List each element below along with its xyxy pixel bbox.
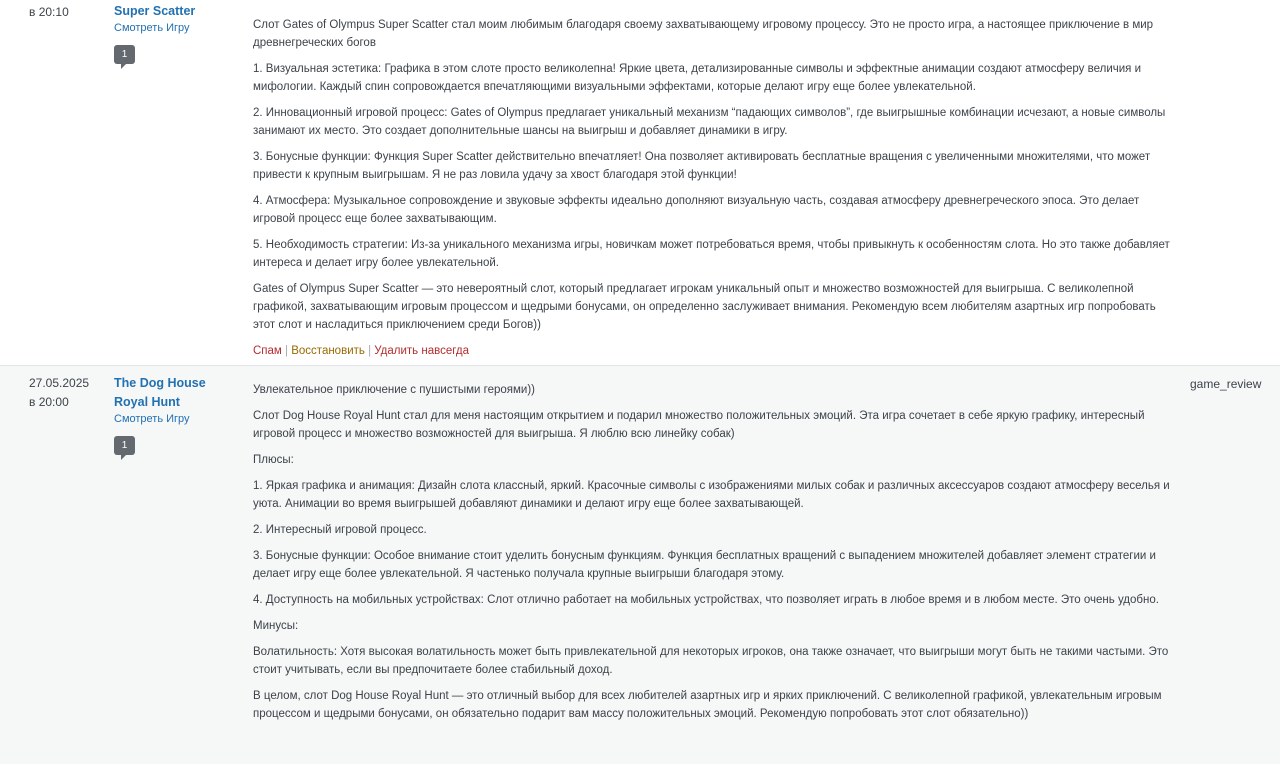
comment-paragraph: Слот Gates of Olympus Super Scatter стал моим любимым благодаря своему захватывающему игровому процессу. Это не просто игра, а настоящее приключение в мир древнегреческих богов — [253, 19, 1154, 49]
comment-paragraph: Увлекательное приключение с пушистыми героями)) — [253, 384, 535, 396]
comment-count-bubble[interactable]: 1 — [114, 436, 135, 455]
comment-paragraph: 1. Яркая графика и анимация: Дизайн слота классный, яркий. Красочные символы с изображениями милых собак и различных аксессуаров создают атмосферу веселья и уюта. Анимации во время выигрышей добавляют динамики и делают игру еще более захватывающей. — [253, 480, 1170, 510]
comment-paragraph: 4. Атмосфера: Музыкальное сопровождение и звуковые эффекты идеально дополняют визуальную часть, создавая атмосферу древнегреческого эпоса. Это делает игровой процесс еще более захватывающим. — [253, 195, 1140, 225]
comment-time: в 20:00 — [29, 395, 69, 409]
comment-paragraph: Слот Dog House Royal Hunt стал для меня настоящим открытием и подарил множество положительных эмоций. Эта игра сочетает в себе яркую графику, интересный игровой процесс и множество возможностей для выигрыша. Я люблю всю линейку собак) — [253, 410, 1145, 440]
comment-paragraph: Gates of Olympus Super Scatter — это невероятный слот, который предлагает игрокам уникальный опыт и множество возможностей для выигрыша. С великолепной графикой, захватывающим игровым процессом и щедрыми бонусами, он определенно заслуживает внимания. Рекомендую всем любителям азартных игр попробовать этот слот и насладиться приключением среди Богов)) — [253, 283, 1156, 331]
comment-paragraph: 5. Необходимость стратегии: Из-за уникального механизма игры, новичкам может потребоваться время, чтобы привыкнуть к особенностям слота. Но это также добавляет интереса и делает игру более увлекательной. — [253, 239, 1170, 269]
game-column — [114, 374, 242, 455]
comment-paragraph: 1. Визуальная эстетика: Графика в этом слоте просто великолепна! Яркие цвета, детализированные символы и эффектные анимации создают атмосферу величия и мифологии. Каждый спин сопровождается впечатляющими визуальными эффектами, которые делают игру еще более увлекательной. — [253, 63, 1141, 93]
game-title-link[interactable]: The Dog House Royal Hunt — [114, 376, 206, 409]
restore-link[interactable]: Восстановить — [291, 345, 365, 357]
comment-row — [0, 366, 1280, 764]
game-title-link[interactable]: Super Scatter — [114, 4, 196, 18]
comment-paragraph: Волатильность: Хотя высокая волатильность может быть привлекательной для некоторых игроков, она также означает, что выигрыши могут быть не такими частыми. Это стоит учитывать, если вы предпочитаете более стабильный доход. — [253, 646, 1169, 676]
view-game-link[interactable]: Смотреть Игру — [114, 22, 190, 34]
comment-paragraph: 4. Доступность на мобильных устройствах: Слот отлично работает на мобильных устройствах, что позволяет играть в любое время и в любом месте. Это очень удобно. — [253, 594, 1159, 606]
row-actions — [253, 342, 1173, 360]
comment-paragraph: 2. Интересный игровой процесс. — [253, 524, 427, 536]
delete-permanently-link[interactable]: Удалить навсегда — [374, 345, 470, 357]
comment-date — [29, 374, 89, 412]
comment-paragraph: Минусы: — [253, 620, 299, 632]
comment-paragraph: 3. Бонусные функции: Особое внимание стоит уделить бонусным функциям. Функция бесплатных вращений с выпадением множителей добавляет элемент стратегии и делает игру еще более увлекательной. Я частенько получала крупные выигрыши благодаря этому. — [253, 550, 1156, 580]
comment-content — [253, 381, 1173, 731]
comment-date-value: 27.05.2025 — [29, 376, 90, 390]
view-game-link[interactable]: Смотреть Игру — [114, 413, 190, 425]
action-separator: | — [364, 345, 375, 357]
game-column — [114, 2, 242, 64]
comment-count-bubble[interactable]: 1 — [114, 45, 135, 64]
comment-paragraph: В целом, слот Dog House Royal Hunt — это отличный выбор для всех любителей азартных игр и ярких приключений. С великолепной графикой, увлекательным игровым процессом и щедрыми бонусами, он обязательно подарит вам массу положительных эмоций. Рекомендую попробовать этот слот обязательно)) — [253, 690, 1162, 720]
spam-link[interactable]: Спам — [253, 345, 282, 357]
comment-time: в 20:10 — [29, 5, 69, 19]
action-separator: | — [281, 345, 292, 357]
comment-paragraph: Плюсы: — [253, 454, 294, 466]
comment-content — [253, 16, 1173, 360]
comment-date — [29, 3, 69, 22]
comment-paragraph: 2. Инновационный игровой процесс: Gates of Olympus предлагает уникальный механизм “падающих символов”, где выигрышные комбинации исчезают, а новые символы занимают их место. Это создает дополнительные шансы на выигрыш и добавляет динамики в игру. — [253, 107, 1166, 137]
comment-paragraph: 3. Бонусные функции: Функция Super Scatter действительно впечатляет! Она позволяет активировать бесплатные вращения с увеличенными множителями, что может привести к крупным выигрышам. Я не раз ловила удачу за хвост благодаря этой функции! — [253, 151, 1151, 181]
comment-type: game_review — [1190, 377, 1262, 391]
comment-row — [0, 0, 1280, 366]
